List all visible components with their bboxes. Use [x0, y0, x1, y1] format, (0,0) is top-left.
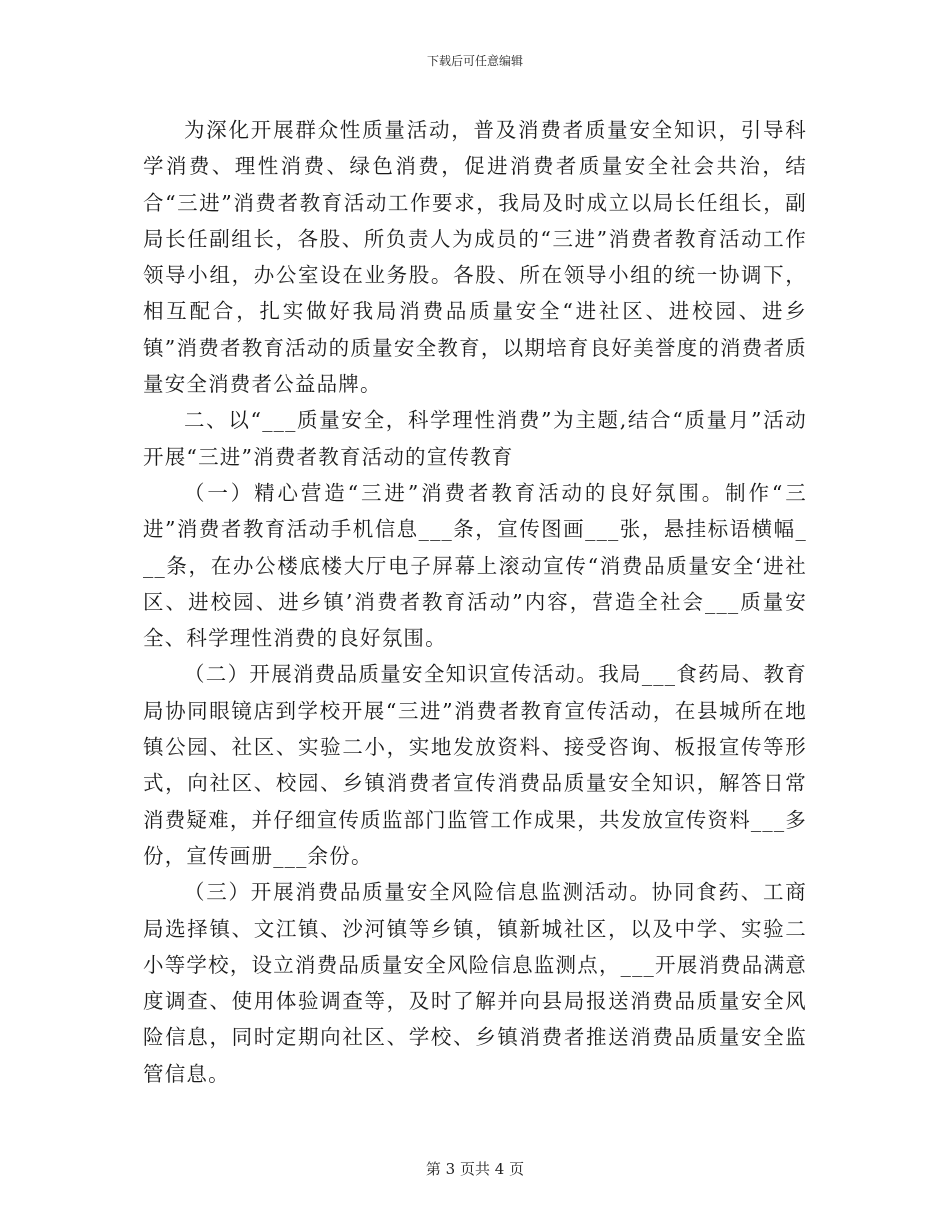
- page-footer: 第 3 页共 4 页: [425, 1160, 525, 1178]
- paragraph-item-three: （三）开展消费品质量安全风险信息监测活动。协同食药、工商局选择镇、文江镇、沙河镇等乡镇，镇新城社区，以及中学、实验二小等学校，设立消费品质量安全风险信息监测点，___开展消费品满意度调查、使用体验调查等，及时了解并向县局报送消费品质量安全风险信息，同时定期向社区、学校、乡镇消费者推送消费品质量安全监管信息。: [143, 880, 807, 1086]
- document-body: [143, 112, 807, 1092]
- paragraph-section-two-heading: 二、以“___质量安全，科学理性消费”为主题,结合“质量月”活动开展“三进”消费者教育活动的宣传教育: [143, 408, 807, 469]
- paragraph-item-one: （一）精心营造“三进”消费者教育活动的良好氛围。制作“三进”消费者教育活动手机信息___条，宣传图画___张，悬挂标语横幅___条，在办公楼底楼大厅电子屏幕上滚动宣传“消费品质量安全‘进社区、进校园、进乡镇’消费者教育活动”内容，营造全社会___质量安全、科学理性消费的良好氛围。: [143, 480, 807, 651]
- paragraph-intro: 为深化开展群众性质量活动，普及消费者质量安全知识，引导科学消费、理性消费、绿色消费，促进消费者质量安全社会共治，结合“三进”消费者教育活动工作要求，我局及时成立以局长任组长，副局长任副组长，各股、所负责人为成员的“三进”消费者教育活动工作领导小组，办公室设在业务股。各股、所在领导小组的统一协调下，相互配合，扎实做好我局消费品质量安全“进社区、进校园、进乡镇”消费者教育活动的质量安全教育，以期培育良好美誉度的消费者质量安全消费者公益品牌。: [143, 118, 807, 397]
- page-header: 下载后可任意编辑: [426, 54, 523, 68]
- paragraph-item-two: （二）开展消费品质量安全知识宣传活动。我局___食药局、教育局协同眼镜店到学校开展“三进”消费者教育宣传活动，在县城所在地镇公园、社区、实验二小，实地发放资料、接受咨询、板报宣传等形式，向社区、校园、乡镇消费者宣传消费品质量安全知识，解答日常消费疑难，并仔细宣传质监部门监管工作成果，共发放宣传资料___多份，宣传画册___余份。: [143, 662, 807, 868]
